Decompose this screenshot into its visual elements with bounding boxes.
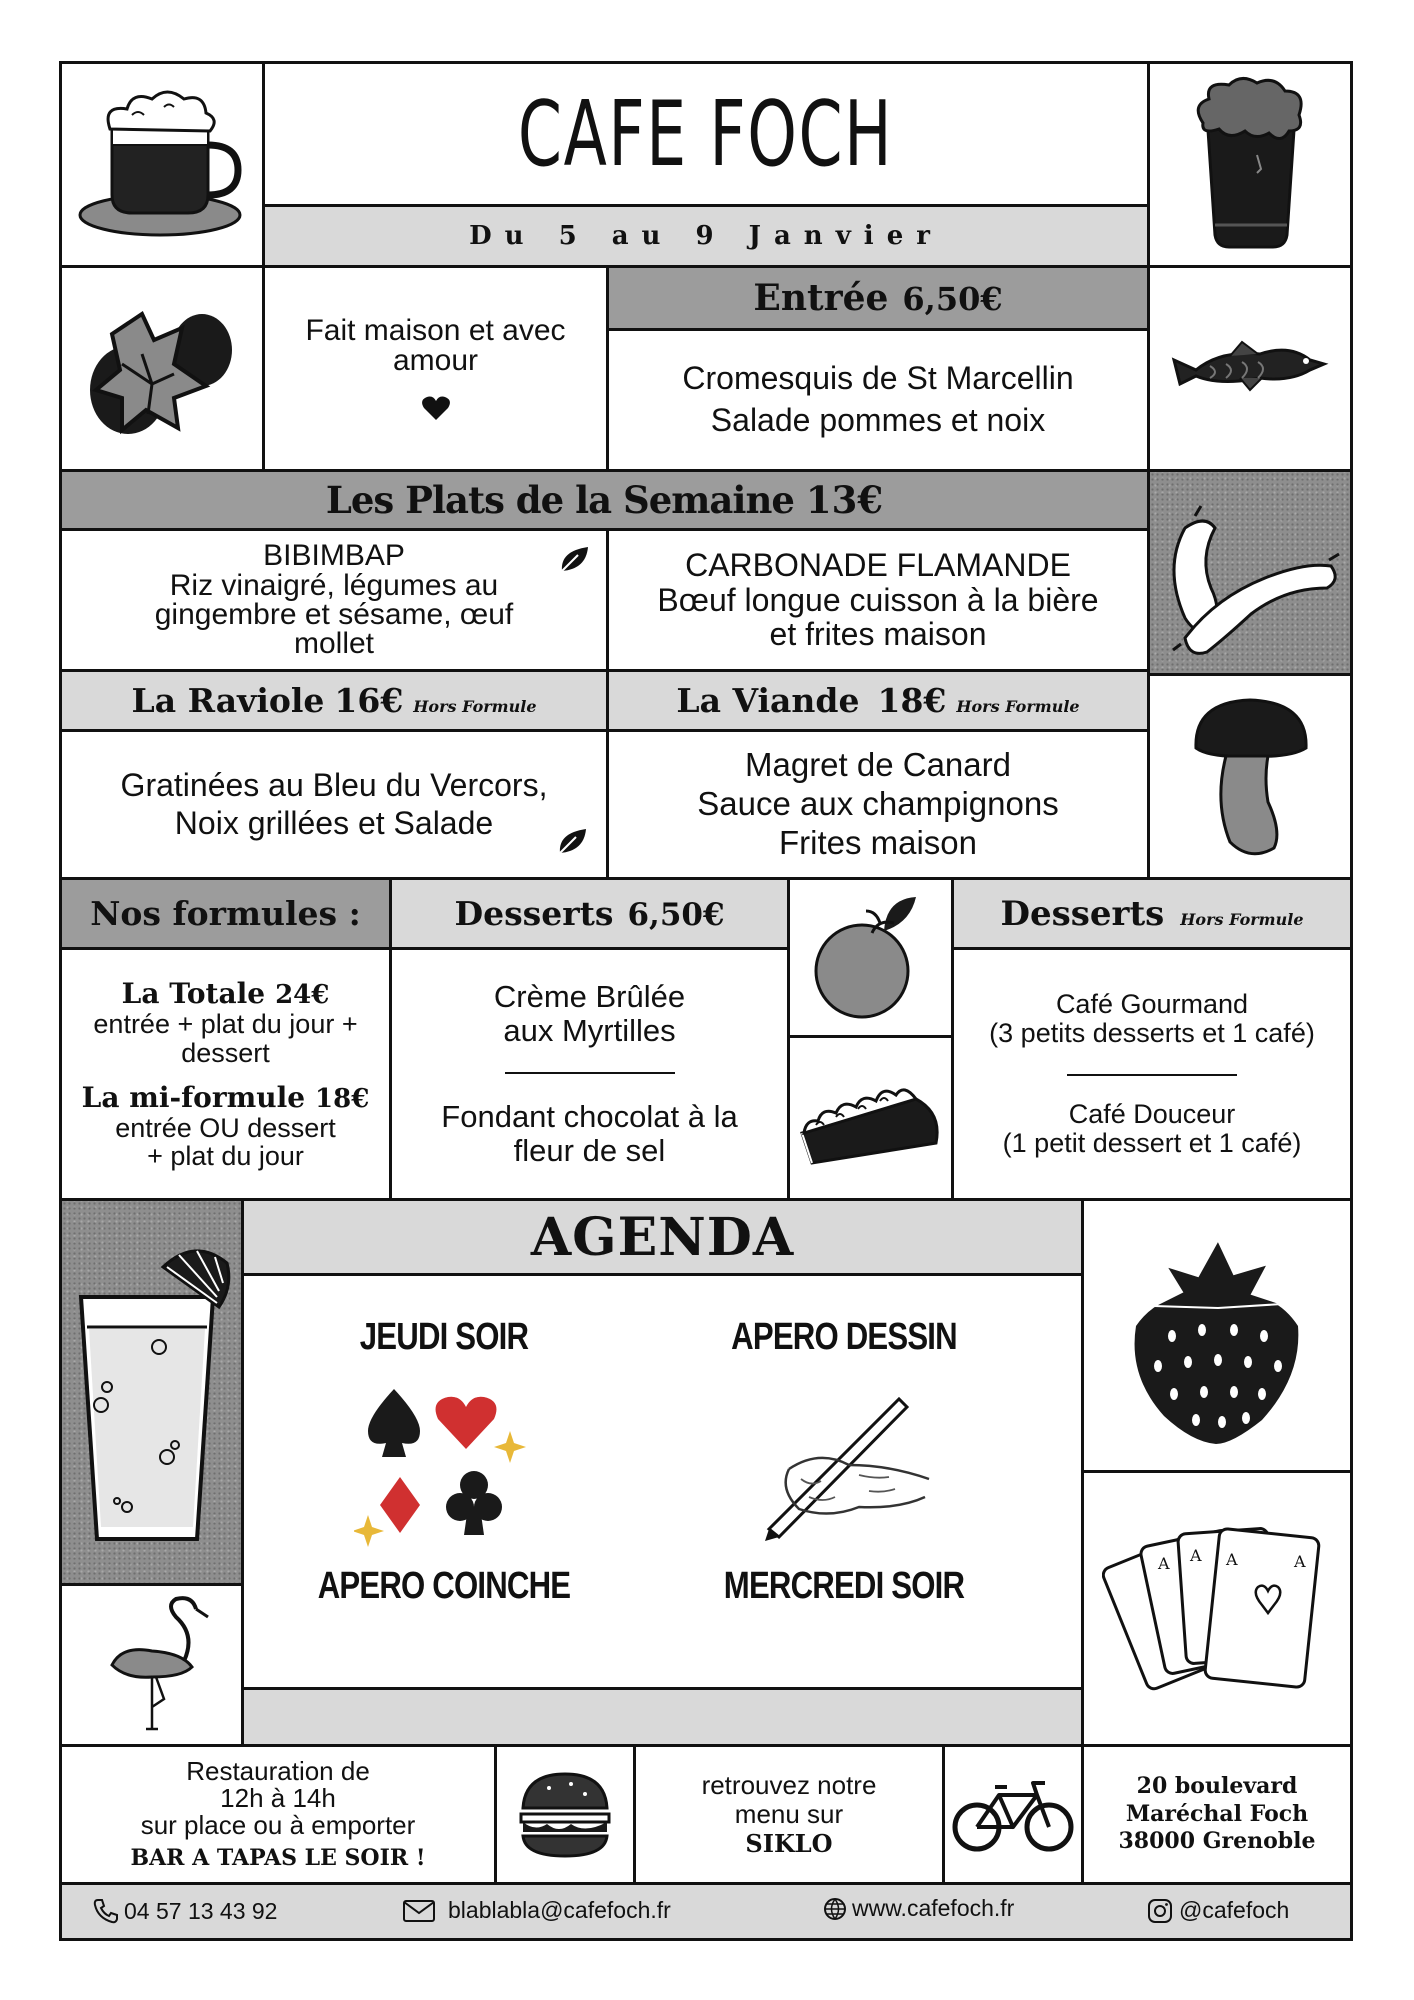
flamingo-icon: [92, 1595, 212, 1735]
formule-mi-line: + plat du jour: [147, 1141, 304, 1172]
website-url: www.cafefoch.fr: [852, 1895, 1015, 1921]
viande-note: Hors Formule: [956, 697, 1080, 716]
hazelnut-icon: [82, 294, 242, 444]
playing-cards-cell: [1081, 1470, 1353, 1747]
phone-icon: [92, 1897, 120, 1925]
mushroom-cell: [1147, 673, 1353, 880]
desserts-title: Desserts: [454, 894, 614, 933]
address-line: 38000 Grenoble: [1118, 1828, 1316, 1855]
dessert-hf-line: Café Gourmand: [1055, 988, 1249, 1019]
svg-text:A: A: [1158, 1553, 1170, 1573]
plat-left-line: gingembre et sésame, œuf: [154, 598, 514, 631]
email-address: blablabla@cafefoch.fr: [448, 1897, 671, 1923]
flamingo-cell: [59, 1583, 244, 1747]
event-name: APERO DESSIN: [731, 1316, 957, 1358]
viande-title: La Viande: [676, 681, 860, 720]
contact-bar: [59, 1882, 1353, 1941]
hours-line: Restauration de: [186, 1755, 370, 1786]
agenda-header: [241, 1198, 1084, 1276]
dates-text: Du 5 au 9 Janvier: [469, 221, 943, 251]
bicycle-icon: [951, 1775, 1075, 1855]
desserts-hf-header: [951, 877, 1353, 950]
instagram-handle: @cafefoch: [1179, 1897, 1290, 1923]
plat-right-line: et frites maison: [769, 616, 987, 653]
event-day: JEUDI SOIR: [359, 1316, 529, 1358]
event-name: APERO COINCHE: [317, 1565, 571, 1607]
bike-cell: [942, 1744, 1084, 1885]
contact-email[interactable]: [402, 1897, 671, 1924]
entree-item: Cromesquis de St Marcellin: [682, 360, 1074, 397]
agenda-title: AGENDA: [530, 1206, 795, 1268]
entree-heading: [753, 277, 1002, 319]
dessert-hf-divider: [1067, 1074, 1237, 1076]
pie-cell: [787, 1035, 954, 1201]
tapas-text: BAR A TAPAS LE SOIR !: [130, 1845, 426, 1872]
agenda-event-dessin: [664, 1316, 1024, 1608]
plat-left: [59, 528, 609, 672]
hours-line: 12h à 14h: [220, 1782, 336, 1813]
contact-web[interactable]: [822, 1895, 1014, 1922]
phone-number: 04 57 13 43 92: [124, 1897, 278, 1924]
svg-text:A: A: [1226, 1549, 1238, 1569]
hours-cell: [59, 1744, 497, 1885]
siklo-line: menu sur: [734, 1799, 844, 1829]
plats-heading: [326, 478, 883, 522]
plat-left-line: mollet: [293, 627, 375, 661]
entree-header: [606, 265, 1150, 331]
plat-right-line: Bœuf longue cuisson à la bière: [657, 581, 1099, 618]
raviole-note: Hors Formule: [413, 697, 537, 716]
fish-icon: [1170, 334, 1330, 404]
viande-heading: [676, 681, 1079, 720]
heart-icon: [421, 394, 451, 422]
drink-cell: [59, 1198, 244, 1586]
beer-glass-icon: [1185, 75, 1315, 255]
viande-header: [606, 669, 1150, 732]
desserts-price: 6,50€: [627, 897, 725, 933]
coffee-cup-cell: [59, 61, 265, 268]
formules-title: Nos formules :: [90, 894, 361, 933]
dessert-divider: [505, 1072, 675, 1074]
plat-left-line: Riz vinaigré, légumes au: [169, 568, 499, 602]
dates-bar: [262, 204, 1150, 268]
address-cell: [1081, 1744, 1353, 1885]
raviole-line: Gratinées au Bleu du Vercors,: [120, 766, 548, 803]
desserts-hf-body: [951, 947, 1353, 1201]
formule-mi-price: 18€: [315, 1084, 370, 1114]
orange-cell: [787, 877, 954, 1038]
formule-totale-line: entrée + plat du jour +: [93, 1009, 358, 1040]
desserts-hf-title: Desserts: [1000, 893, 1165, 934]
entree-price: 6,50€: [902, 280, 1003, 318]
desserts-header: [389, 877, 790, 950]
homemade-cell: [262, 265, 609, 472]
orange-icon: [806, 893, 936, 1023]
beer-cell: [1147, 61, 1353, 268]
raviole-header: [59, 669, 609, 732]
viande-line: Frites maison: [778, 823, 978, 861]
sausage-icon: [1155, 488, 1345, 658]
plat-right: [606, 528, 1150, 672]
raviole-line: Noix grillées et Salade: [174, 804, 494, 841]
strawberry-icon: [1122, 1226, 1312, 1446]
address-line: Maréchal Foch: [1125, 1800, 1309, 1827]
svg-text:A: A: [1190, 1545, 1202, 1565]
formule-mi-name: La mi-formule: [81, 1081, 306, 1114]
playing-cards-icon: [1102, 1509, 1332, 1709]
dessert-hf-line: Café Douceur: [1068, 1099, 1236, 1129]
formule-totale-heading: [122, 977, 330, 1010]
agenda-event-coinche: [264, 1316, 624, 1608]
event-day: MERCREDI SOIR: [723, 1565, 965, 1607]
dessert-line: Crème Brûlée: [493, 978, 686, 1014]
dessert-hf-line: (3 petits desserts et 1 café): [989, 1017, 1315, 1048]
hazelnut-cell: [59, 265, 265, 472]
formule-totale-line: dessert: [181, 1037, 270, 1068]
siklo-line: retrouvez notre: [701, 1770, 877, 1801]
dessert-line: fleur de sel: [513, 1133, 666, 1169]
fish-cell: [1147, 265, 1353, 472]
sausage-cell: [1147, 469, 1353, 676]
mushroom-icon: [1190, 692, 1310, 862]
formule-totale-price: 24€: [275, 980, 330, 1011]
desserts-hf-heading: [1001, 894, 1304, 934]
burger-icon: [515, 1770, 615, 1860]
plats-price: 13€: [805, 478, 884, 522]
address-line: 20 boulevard: [1136, 1773, 1298, 1800]
raviole-price: 16€: [334, 681, 404, 720]
dessert-hf-line: (1 petit dessert et 1 café): [1002, 1128, 1302, 1159]
svg-text:A: A: [1294, 1551, 1306, 1571]
siklo-cell: [633, 1744, 945, 1885]
formules-body: [59, 947, 392, 1201]
vegetarian-leaf-icon: [556, 827, 588, 855]
entree-body: [606, 328, 1150, 472]
plats-title: Les Plats de la Semaine: [325, 478, 794, 522]
burger-cell: [494, 1744, 636, 1885]
plats-header: [59, 469, 1150, 531]
viande-line: Magret de Canard: [745, 746, 1011, 784]
raviole-title: La Raviole: [131, 681, 325, 720]
homemade-text: Fait maison et avec amour: [305, 313, 566, 377]
contact-instagram[interactable]: [1147, 1897, 1289, 1924]
formule-mi-line: entrée OU dessert: [115, 1113, 336, 1143]
title-cell: [262, 61, 1150, 207]
plat-right-name: CARBONADE FLAMANDE: [685, 547, 1071, 584]
raviole-heading: [132, 681, 537, 720]
drawing-hand-icon: [749, 1379, 939, 1549]
contact-phone[interactable]: [92, 1897, 277, 1925]
plat-left-name: BIBIMBAP: [263, 539, 405, 573]
page-title: CAFE FOCH: [518, 81, 894, 187]
dessert-line: Fondant chocolat à la: [441, 1099, 738, 1134]
agenda-footer-bar: [241, 1687, 1084, 1747]
globe-icon: [822, 1896, 848, 1922]
hours-line: sur place ou à emporter: [140, 1810, 416, 1841]
raviole-body: [59, 729, 609, 880]
desserts-heading: [454, 894, 724, 933]
entree-item: Salade pommes et noix: [710, 402, 1046, 438]
pie-slice-icon: [796, 1063, 946, 1173]
instagram-icon: [1147, 1898, 1173, 1924]
dessert-line: aux Myrtilles: [503, 1012, 676, 1048]
desserts-hf-note: Hors Formule: [1180, 909, 1304, 929]
formule-totale-name: La Totale: [121, 977, 266, 1011]
siklo-name: SIKLO: [745, 1828, 833, 1858]
mail-icon: [402, 1898, 436, 1924]
lemonade-glass-icon: [67, 1227, 237, 1557]
entree-title: Entrée: [753, 277, 889, 319]
desserts-body: [389, 947, 790, 1201]
strawberry-cell: [1081, 1198, 1353, 1473]
vegetarian-leaf-icon: [558, 545, 590, 573]
formule-mi-heading: [82, 1081, 370, 1114]
viande-line: Sauce aux champignons: [697, 785, 1059, 823]
viande-price: 18€: [877, 681, 947, 720]
card-suits-icon: [354, 1379, 534, 1549]
formules-header: [59, 877, 392, 950]
viande-body: [606, 729, 1150, 880]
coffee-cup-icon: [72, 85, 252, 245]
agenda-body: [241, 1273, 1084, 1690]
